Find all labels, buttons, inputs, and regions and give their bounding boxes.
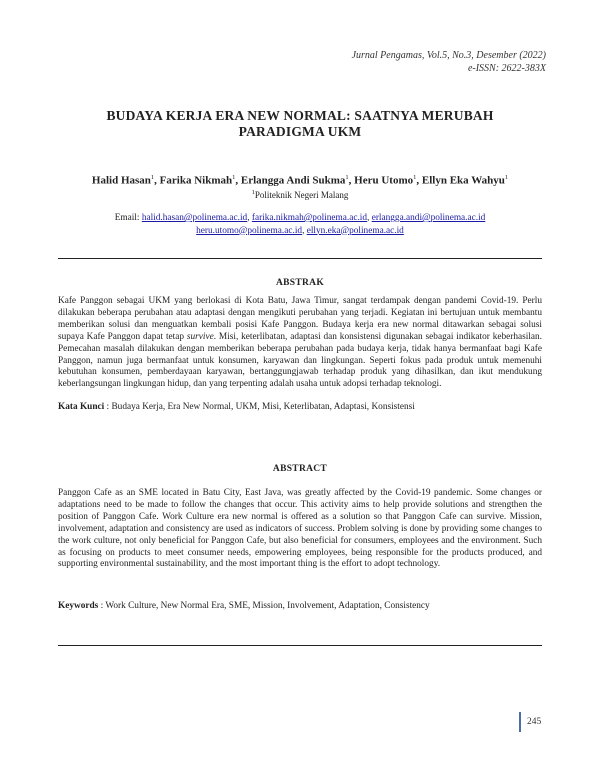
author-name: Halid Hasan	[91, 174, 151, 187]
page-number: 245	[519, 712, 541, 732]
author-affil-mark: 1	[345, 174, 349, 181]
journal-issn: e-ISSN: 2622-383X	[467, 63, 546, 74]
author-list: Halid Hasan$^1$, Farika Nikmah$^1$, Erlangga Andi Sukma$^1$, Heru Utomo$^1$, Ellyn Eka Wahyu$^1$	[91, 174, 509, 187]
keywords-text: : Work Culture, New Normal Era, SME, Mission, Involvement, Adaptation, Consistency	[98, 601, 430, 611]
abstrak-keywords	[58, 402, 542, 412]
abstrak-text-italic: survive	[186, 331, 214, 342]
author-name: Erlangga Andi Sukma	[240, 174, 346, 187]
keywords-text: : Budaya Kerja, Era New Normal, UKM, Misi, Keterlibatan, Adaptasi, Konsistensi	[104, 402, 415, 412]
author-affil-mark: 1	[150, 174, 155, 181]
email-list: Email: halid.hasan@polinema.ac.id, farika.nikmah@polinema.ac.id, erlangga.andi@polinema.ac.id heru.utomo@polinema.ac.id, ellyn.eka@polinema.ac.id	[114, 213, 486, 236]
email-link[interactable]: halid.hasan@polinema.ac.id	[141, 213, 248, 223]
email-link[interactable]: heru.utomo@polinema.ac.id	[196, 225, 303, 236]
title-line-1: BUDAYA KERJA ERA NEW NORMAL: SAATNYA MERUBAH	[106, 108, 494, 123]
affiliation-text: Politeknik Negeri Malang	[254, 190, 349, 200]
author-name: Heru Utomo	[354, 174, 414, 187]
paper-title	[60, 108, 540, 140]
keywords-label: Keywords	[58, 601, 99, 611]
abstrak-text-part: . Misi, keterlibatan, adaptasi dan konsistensi digunakan sebagai indikator keberhasilan. Pemecahan masalah dilakukan dengan memberikan beberapa perubahan pada budaya kerja, tidak hanya bermanfaat bagi Kafe Panggon, namun juga bermanfaat untuk konsumen, karyawan dan lingkungan. Seperti fokus pada produk untuk memenuhi kebutuhan konsumen, pemberdayaan karyawan, bertanggungjawab terhadap produk yang dihasilkan, dan ikut mendukung keberlangsungan lingkungan hidup, dan yang terpenting adalah usaha untuk adopsi terhadap teknologi.	[58, 331, 542, 390]
author-affil-mark: 1	[504, 174, 509, 181]
journal-citation: Jurnal Pengamas, Vol.5, No.3, Desember (2022)	[351, 50, 546, 61]
email-link[interactable]: erlangga.andi@polinema.ac.id	[371, 213, 486, 223]
journal-header	[352, 49, 546, 75]
author-affil-mark: 1	[413, 174, 417, 181]
abstract-heading: ABSTRACT	[272, 464, 328, 474]
affiliation-mark: 1	[251, 189, 255, 196]
email-label: Email:	[114, 213, 142, 223]
abstract-keywords	[58, 601, 542, 611]
abstract-text: Panggon Cafe as an SME located in Batu City, East Java, was greatly affected by the Covid-19 pandemic. Some changes or adaptations need to be made to follow the changes that occur. This activity aims to help provide solutions and strengthen the position of Panggon Cafe. Work Culture era new normal is offered as a solution so that Panggon Cafe can survive. Mission, involvement, adaptation and consistency are used as indicators of success. Problem solving is done by providing some changes to the work culture, not only beneficial for Panggon Cafe, but also beneficial for consumers, employees and the environment. Such as focusing on products to meet consumer needs, empowering employees, being responsible for the products produced, and supporting environmental sustainability, and the most important thing is the effort to adopt technology.	[58, 488, 542, 570]
email-link[interactable]: farika.nikmah@polinema.ac.id	[251, 213, 368, 223]
abstrak-text-part: Kafe Panggon sebagai UKM yang berlokasi di Kota Batu, Jawa Timur, sangat terdampak dengan pandemi Covid-19. Perlu dilakukan beberapa perubahan atau adaptasi dengan mengikuti perubahan yang terjadi. Kegiatan ini bertujuan untuk membantu memberikan solusi dan menguatkan kembali posisi Kafe Panggon. Budaya kerja era new normal ditawarkan sebagai solusi supaya Kafe Panggon dapat tetap	[58, 296, 542, 342]
divider-top	[58, 258, 542, 259]
divider-bottom	[58, 645, 542, 646]
title-line-2: PARADIGMA UKM	[238, 124, 362, 139]
author-name: Farika Nikmah	[159, 174, 233, 187]
abstrak-text	[58, 296, 542, 391]
affiliation	[40, 189, 560, 200]
abstrak-heading: ABSTRAK	[275, 278, 325, 288]
email-link[interactable]: ellyn.eka@polinema.ac.id	[306, 225, 404, 236]
author-name: Ellyn Eka Wahyu	[421, 174, 505, 187]
author-affil-mark: 1	[232, 174, 236, 181]
keywords-label: Kata Kunci	[58, 402, 105, 412]
